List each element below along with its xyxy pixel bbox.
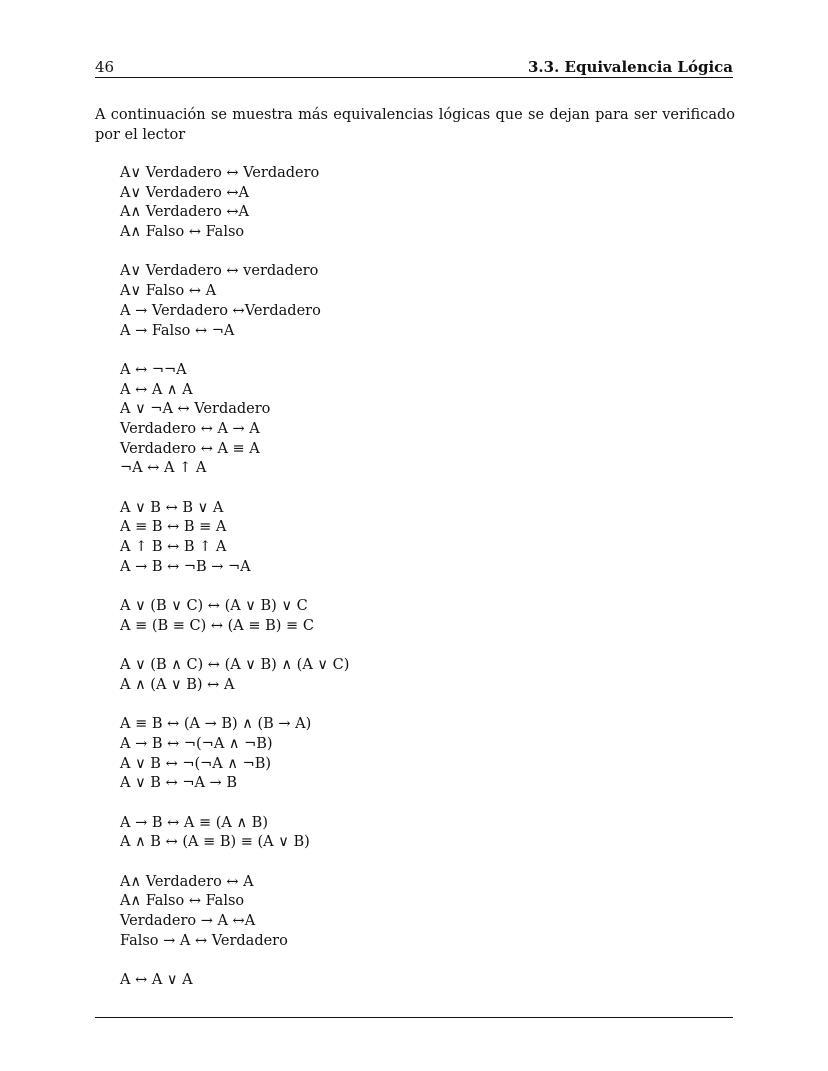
equivalence-line: A∧ Verdadero ↔A [120,204,250,221]
equivalence-line: Verdadero ↔ A → A [120,420,260,437]
equivalence-group [120,164,349,243]
equivalence-line: A∨ Verdadero ↔ verdadero [120,263,319,280]
equivalence-line: A ≡ (B ≡ C) ↔ (A ≡ B) ≡ C [120,617,314,634]
equivalence-group [120,656,349,695]
equivalence-line: A ↑ B ↔ B ↑ A [120,539,227,556]
equivalence-line: A∧ Verdadero ↔ A [120,873,254,890]
equivalence-line: A∧ Falso ↔ Falso [120,893,245,910]
equivalence-group [120,971,349,991]
equivalence-line: Falso → A ↔ Verdadero [120,932,288,949]
page-header [95,56,733,76]
page-number: 46 [95,58,115,76]
equivalence-line: Verdadero → A ↔A [120,913,256,930]
equivalence-line: A ∨ ¬A ↔ Verdadero [120,401,271,418]
equivalence-line: A ∨ B ↔ ¬A → B [120,775,237,792]
equivalence-line: A ∨ B ↔ B ∨ A [120,499,224,516]
equivalence-line: A → Falso ↔ ¬A [120,322,235,339]
equivalence-group [120,873,349,952]
equivalence-group [120,262,349,341]
equivalence-group [120,814,349,853]
equivalence-line: A → B ↔ ¬(¬A ∧ ¬B) [120,735,273,752]
equivalence-group [120,597,349,636]
equivalence-line: A∧ Falso ↔ Falso [120,224,245,241]
equivalence-group [120,361,349,479]
equivalence-group [120,499,349,578]
equivalence-line: A ∧ B ↔ (A ≡ B) ≡ (A ∨ B) [120,834,310,851]
equivalence-line: A∨ Falso ↔ A [120,283,217,300]
equivalence-group [120,715,349,794]
equivalence-line: A ↔ ¬¬A [120,361,187,378]
equivalence-line: A → B ↔ A ≡ (A ∧ B) [120,814,268,831]
equivalence-line: A∨ Verdadero ↔ Verdadero [120,165,320,181]
equivalence-line: A∨ Verdadero ↔A [120,184,250,201]
equivalence-line: A ↔ A ∧ A [120,381,193,398]
equivalence-line: A → Verdadero ↔Verdadero [120,302,321,319]
footer-rule [95,1017,733,1018]
section-title: 3.3. Equivalencia Lógica [527,58,733,76]
equivalence-line: A ∨ B ↔ ¬(¬A ∧ ¬B) [120,755,272,772]
equivalence-line: A → B ↔ ¬B → ¬A [120,558,251,575]
equivalence-line: A ∨ (B ∨ C) ↔ (A ∨ B) ∨ C [120,598,308,615]
equivalence-line: ¬A ↔ A ↑ A [120,460,207,477]
equivalence-line: A ∨ (B ∧ C) ↔ (A ∨ B) ∧ (A ∨ C) [120,657,350,674]
header-rule [95,77,733,78]
equivalence-line: Verdadero ↔ A ≡ A [120,440,260,457]
intro-paragraph: A continuación se muestra más equivalencias lógicas que se dejan para ser verificado por el lector [95,107,735,143]
equivalence-line: A ≡ B ↔ (A → B) ∧ (B → A) [120,716,312,733]
equivalence-line: A ≡ B ↔ B ≡ A [120,519,227,536]
equivalence-line: A ↔ A ∨ A [120,972,193,989]
equivalence-list [120,164,349,1011]
equivalence-line: A ∧ (A ∨ B) ↔ A [120,676,235,693]
